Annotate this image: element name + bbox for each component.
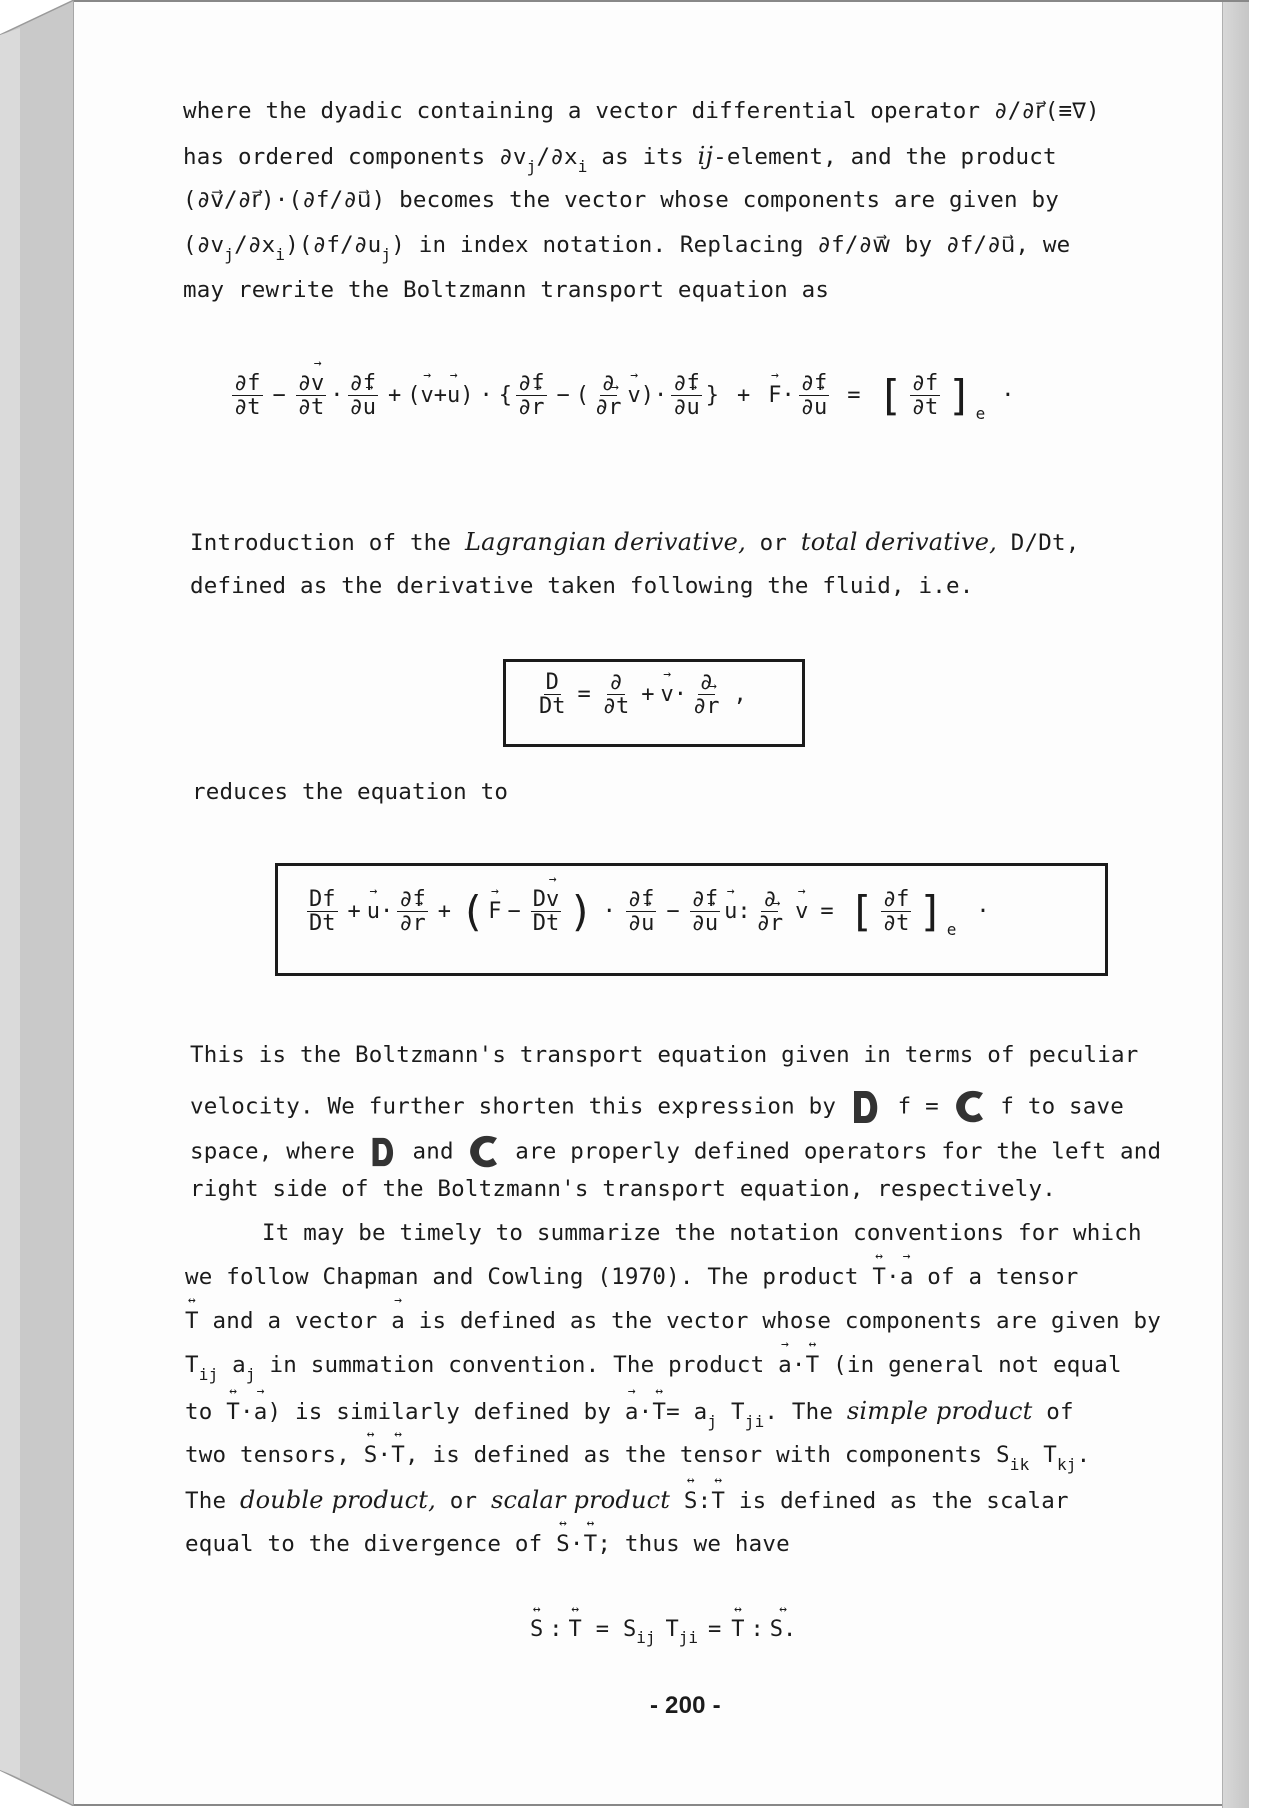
text-line: two tensors, ↔ S·↔ T, is defined as the tensor with components $S_{ik}$ $T_{kj}$.: [185, 1442, 1090, 1468]
text-line: ↔ T and a vector → a is defined as the vector whose components are given by: [185, 1308, 1161, 1334]
text-line: (∂v⃗/∂r⃗)·(∂f/∂u⃗) becomes the vector whose components are given by: [183, 187, 1059, 213]
fraction: $\frac{Df}{Dt}$: [309, 887, 336, 937]
right-operator-glyph: [953, 1087, 987, 1127]
fraction: $\frac{\partial f}{\partial t}$: [911, 371, 939, 421]
double-product-equation: ↔ S : ↔ T = S ij T ji = ↔ T : ↔ S.: [530, 1617, 796, 1642]
fraction: $\frac{D}{Dt}$: [539, 670, 566, 720]
text-line: Introduction of the Lagrangian derivative, or total derivative, D/Dt,: [190, 528, 1080, 556]
text-line: right side of the Boltzmann's transport equation, respectively.: [190, 1176, 1057, 1202]
fraction: $\frac{\partial\to v}{\partial t}$: [296, 372, 327, 419]
text-line: may rewrite the Boltzmann transport equation as: [183, 277, 830, 303]
book-spine: [0, 0, 78, 1806]
page-number: - 200 -: [650, 1692, 721, 1719]
fraction: $\frac{\partial f}{\partial\to r}$: [516, 372, 547, 419]
left-operator-glyph: [850, 1087, 884, 1127]
text-line: defined as the derivat​ive taken following the fluid, i.e.: [190, 573, 974, 599]
text-line: $(\partial v_j/\partial x_i)(\partial f/\partial u_j)$ in index notation. Replacing ∂f/∂w⃗ by ∂f/∂u⃗, we: [183, 232, 1071, 264]
text-line: It may be timely to summarize the notation conventions for which: [262, 1220, 1142, 1246]
text-line: $T_{ij}$ $a_j$ in summation convention. The product → a·↔ T (in general not equal: [185, 1352, 1122, 1378]
page-edge: [1222, 2, 1249, 1808]
text-line: velocity. We further shorten this expression by f = f to save: [190, 1087, 1124, 1127]
text-line: space, where and are properly defined operators for the left and: [190, 1132, 1161, 1172]
fraction: $\frac{\partial}{\partial t}$: [602, 670, 630, 720]
lagrangian-derivative-equation: $\frac{D}{Dt}$ = $\frac{\partial}{\partial t}$ + → v · $\frac{\partial}{\partial\to r}$ ,: [533, 671, 747, 718]
reduced-boltzmann-equation: $\frac{Df}{Dt}$ + → u · $\frac{\partial f}{\partial\to r}$ + ( → F − $\frac{D\to v}{Dt}$ ) · $\frac{\partial f}{\partial\to u}$ − $\frac{\partial f}{\partial\to u}$ → u : $\frac{\partial}{\partial\to r}$ → v = [ $\frac{\partial f}{\partial t}$ ] e ·: [303, 888, 990, 935]
fraction: $\frac{\partial f}{\partial\to u}$: [690, 888, 721, 935]
fraction: $\frac{\partial f}{\partial t}$: [882, 887, 910, 937]
fraction: $\frac{\partial f}{\partial\to u}$: [799, 372, 830, 419]
text-line: The double product, or scalar product ↔ S:↔ T is defined as the scalar: [185, 1486, 1069, 1514]
fraction: $\frac{\partial f}{\partial\to u}$: [626, 888, 657, 935]
text-line: to ↔ T·→ a) is similarly defined by → a·↔ $T= a_j$ $T_{ji}$. The simple product of: [185, 1397, 1074, 1425]
fraction: $\frac{\partial}{\partial\to r}$: [691, 671, 722, 718]
fraction: $\frac{\partial}{\partial\to r}$: [755, 888, 786, 935]
left-operator-glyph: [369, 1132, 399, 1172]
fraction: $\frac{\partial f}{\partial\to r}$: [397, 888, 428, 935]
text-line: This is the Boltzmann's transport equation given in terms of peculiar: [190, 1042, 1139, 1068]
fraction: $\frac{\partial}{\partial\to r}$: [593, 372, 624, 419]
text-line: reduces the equation to: [192, 779, 509, 805]
text-line: has ordered components $\partial v_j/\partial x_i$ as its ij-element, and the product: [183, 142, 1057, 176]
fraction: $\frac{D\to v}{Dt}$: [531, 888, 562, 935]
fraction: $\frac{\partial f}{\partial\to u}$: [671, 372, 702, 419]
right-operator-glyph: [467, 1132, 501, 1172]
text-line: we follow Chapman and Cowling (1970). The product ↔ T·→ a of a tensor: [185, 1264, 1079, 1290]
text-line: equal to the divergence of ↔ S·↔ T; thus we have: [185, 1531, 790, 1557]
boltzmann-equation: $\frac{\partial f}{\partial t}$ − $\frac{\partial\to v}{\partial t}$ · $\frac{\partial f}{\partial\to u}$ + (→ v+→ u) · { $\frac{\partial f}{\partial\to r}$ − ( $\frac{\partial}{\partial\to r}$ → v )· $\frac{\partial f}{\partial\to u}$ } + → F · $\frac{\partial f}{\partial\to u}$ = [ $\frac{\partial f}{\partial t}$ ] e ·: [228, 372, 1014, 419]
fraction: $\frac{\partial f}{\partial t}$: [234, 371, 261, 421]
text-line: where the dyadic containing a vector differential operator ∂/∂r⃗(≡∇): [183, 98, 1100, 124]
fraction: $\frac{\partial f}{\partial\to u}$: [348, 372, 379, 419]
